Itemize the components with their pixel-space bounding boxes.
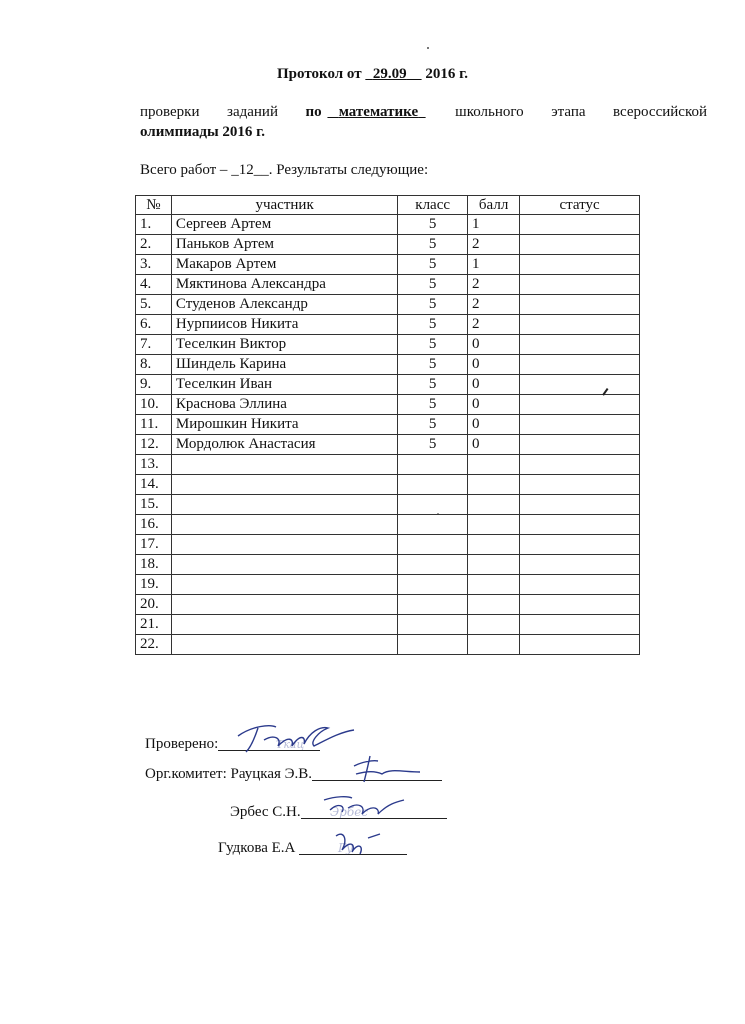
cell-participant: Паньков Артем	[171, 235, 397, 255]
title-date: 29.09	[372, 66, 407, 82]
cell-status	[520, 635, 640, 655]
cell-score: 0	[467, 375, 519, 395]
cell-participant	[171, 615, 397, 635]
cell-class	[398, 495, 468, 515]
table-row	[136, 215, 640, 235]
signature-member2	[318, 792, 408, 822]
cell-status	[520, 595, 640, 615]
cell-participant	[171, 595, 397, 615]
table-row	[136, 355, 640, 375]
cell-status	[520, 255, 640, 275]
cell-score: 2	[467, 295, 519, 315]
cell-score: 0	[467, 435, 519, 455]
svg-text:Эрбес: Эрбес	[330, 805, 369, 819]
cell-number: 12.	[136, 435, 172, 455]
cell-score	[467, 575, 519, 595]
cell-class: 5	[398, 335, 468, 355]
cell-number: 11.	[136, 415, 172, 435]
intro-line-2: олимпиады 2016 г.	[140, 124, 266, 140]
cell-score	[467, 515, 519, 535]
cell-class: 5	[398, 295, 468, 315]
cell-score: 2	[467, 275, 519, 295]
committee-label: Орг.комитет: Рауцкая Э.В.	[145, 766, 313, 782]
table-row	[136, 395, 640, 415]
cell-class	[398, 535, 468, 555]
cell-status	[520, 295, 640, 315]
subject-name: математике	[338, 104, 419, 120]
cell-class	[398, 555, 468, 575]
cell-class: 5	[398, 255, 468, 275]
cell-participant	[171, 455, 397, 475]
table-row	[136, 315, 640, 335]
header-number: №	[136, 196, 172, 215]
cell-score: 2	[467, 315, 519, 335]
member2-label: Эрбес С.Н.	[230, 804, 301, 820]
cell-number: 17.	[136, 535, 172, 555]
cell-class	[398, 595, 468, 615]
cell-class: 5	[398, 415, 468, 435]
cell-number: 15.	[136, 495, 172, 515]
cell-status	[520, 375, 640, 395]
header-score: балл	[467, 196, 519, 215]
cell-class	[398, 635, 468, 655]
cell-status	[520, 335, 640, 355]
cell-class	[398, 475, 468, 495]
cell-number: 21.	[136, 615, 172, 635]
cell-number: 18.	[136, 555, 172, 575]
cell-class	[398, 575, 468, 595]
cell-class	[398, 455, 468, 475]
table-row	[136, 455, 640, 475]
cell-number: 10.	[136, 395, 172, 415]
cell-number: 3.	[136, 255, 172, 275]
cell-participant: Краснова Эллина	[171, 395, 397, 415]
cell-participant: Мяктинова Александра	[171, 275, 397, 295]
cell-status	[520, 315, 640, 335]
cell-status	[520, 215, 640, 235]
cell-status	[520, 415, 640, 435]
cell-score	[467, 555, 519, 575]
cell-number: 14.	[136, 475, 172, 495]
cell-participant: Студенов Александр	[171, 295, 397, 315]
title-prefix: Протокол от	[277, 66, 362, 82]
cell-class: 5	[398, 215, 468, 235]
cell-score: 1	[467, 215, 519, 235]
table-row	[136, 375, 640, 395]
cell-number: 7.	[136, 335, 172, 355]
cell-status	[520, 435, 640, 455]
cell-participant	[171, 495, 397, 515]
cell-participant: Теселкин Виктор	[171, 335, 397, 355]
cell-score: 0	[467, 415, 519, 435]
title-year: 2016 г.	[425, 66, 468, 82]
table-row	[136, 615, 640, 635]
cell-participant	[171, 475, 397, 495]
cell-class	[398, 615, 468, 635]
cell-participant	[171, 575, 397, 595]
svg-text:Гу: Гу	[338, 841, 353, 855]
cell-status	[520, 615, 640, 635]
cell-status	[520, 495, 640, 515]
checked-label: Проверено:	[145, 736, 219, 752]
cell-status	[520, 575, 640, 595]
cell-participant	[171, 635, 397, 655]
cell-status	[520, 455, 640, 475]
table-row	[136, 255, 640, 275]
total-count: 12	[238, 162, 254, 178]
cell-status	[520, 475, 640, 495]
cell-number: 16.	[136, 515, 172, 535]
header-class: класс	[398, 196, 468, 215]
svg-text:Ткац: Ткац	[276, 738, 305, 751]
cell-class: 5	[398, 395, 468, 415]
cell-number: 20.	[136, 595, 172, 615]
cell-participant	[171, 535, 397, 555]
table-row	[136, 495, 640, 515]
signature-checked	[230, 718, 360, 758]
cell-score	[467, 535, 519, 555]
intro-word: проверки	[140, 104, 200, 120]
cell-class: 5	[398, 315, 468, 335]
cell-number: 4.	[136, 275, 172, 295]
intro-paragraph	[140, 102, 707, 142]
table-row	[136, 575, 640, 595]
table-row	[136, 275, 640, 295]
cell-status	[520, 395, 640, 415]
table-row	[136, 595, 640, 615]
table-row	[136, 435, 640, 455]
cell-score	[467, 615, 519, 635]
cell-participant: Сергеев Артем	[171, 215, 397, 235]
cell-status	[520, 275, 640, 295]
cell-number: 8.	[136, 355, 172, 375]
cell-participant: Шиндель Карина	[171, 355, 397, 375]
cell-number: 19.	[136, 575, 172, 595]
table-row	[136, 335, 640, 355]
cell-class: 5	[398, 275, 468, 295]
cell-class	[398, 515, 468, 535]
intro-word: этапа	[551, 104, 586, 120]
cell-number: 1.	[136, 215, 172, 235]
cell-score	[467, 475, 519, 495]
cell-class: 5	[398, 355, 468, 375]
table-row	[136, 535, 640, 555]
cell-status	[520, 515, 640, 535]
intro-word: заданий	[227, 104, 278, 120]
cell-status	[520, 535, 640, 555]
cell-participant: Мирошкин Никита	[171, 415, 397, 435]
intro-word: школьного	[455, 104, 524, 120]
cell-participant: Теселкин Иван	[171, 375, 397, 395]
cell-number: 22.	[136, 635, 172, 655]
cell-score: 0	[467, 335, 519, 355]
cell-number: 13.	[136, 455, 172, 475]
cell-score	[467, 495, 519, 515]
table-row	[136, 635, 640, 655]
cell-participant	[171, 515, 397, 535]
table-row	[136, 515, 640, 535]
results-table	[135, 195, 640, 655]
table-header-row	[136, 196, 640, 215]
cell-number: 5.	[136, 295, 172, 315]
intro-word: всероссийской	[613, 104, 707, 120]
cell-participant: Макаров Артем	[171, 255, 397, 275]
cell-number: 9.	[136, 375, 172, 395]
table-row	[136, 295, 640, 315]
cell-score	[467, 635, 519, 655]
cell-score: 2	[467, 235, 519, 255]
cell-class: 5	[398, 235, 468, 255]
cell-status	[520, 355, 640, 375]
header-status: статус	[520, 196, 640, 215]
cell-participant: Мордолюк Анастасия	[171, 435, 397, 455]
cell-status	[520, 235, 640, 255]
table-row	[136, 475, 640, 495]
cell-score: 1	[467, 255, 519, 275]
signature-member3	[330, 826, 390, 860]
cell-score	[467, 595, 519, 615]
cell-participant	[171, 555, 397, 575]
cell-participant: Нурпиисов Никита	[171, 315, 397, 335]
member3-label: Гудкова Е.А	[218, 840, 296, 856]
intro-line-1	[140, 102, 707, 122]
cell-number: 2.	[136, 235, 172, 255]
total-works-line: Всего работ – _12__. Результаты следующие:	[140, 162, 429, 178]
table-row	[136, 235, 640, 255]
document-title	[0, 66, 745, 83]
cell-score	[467, 455, 519, 475]
signature-committee	[348, 752, 424, 786]
cell-class: 5	[398, 435, 468, 455]
table-row	[136, 415, 640, 435]
cell-class: 5	[398, 375, 468, 395]
table-row	[136, 555, 640, 575]
cell-score: 0	[467, 355, 519, 375]
scan-speck	[427, 47, 429, 49]
cell-score: 0	[467, 395, 519, 415]
cell-status	[520, 555, 640, 575]
cell-number: 6.	[136, 315, 172, 335]
intro-subject-group: по математике	[306, 102, 428, 122]
header-participant: участник	[171, 196, 397, 215]
